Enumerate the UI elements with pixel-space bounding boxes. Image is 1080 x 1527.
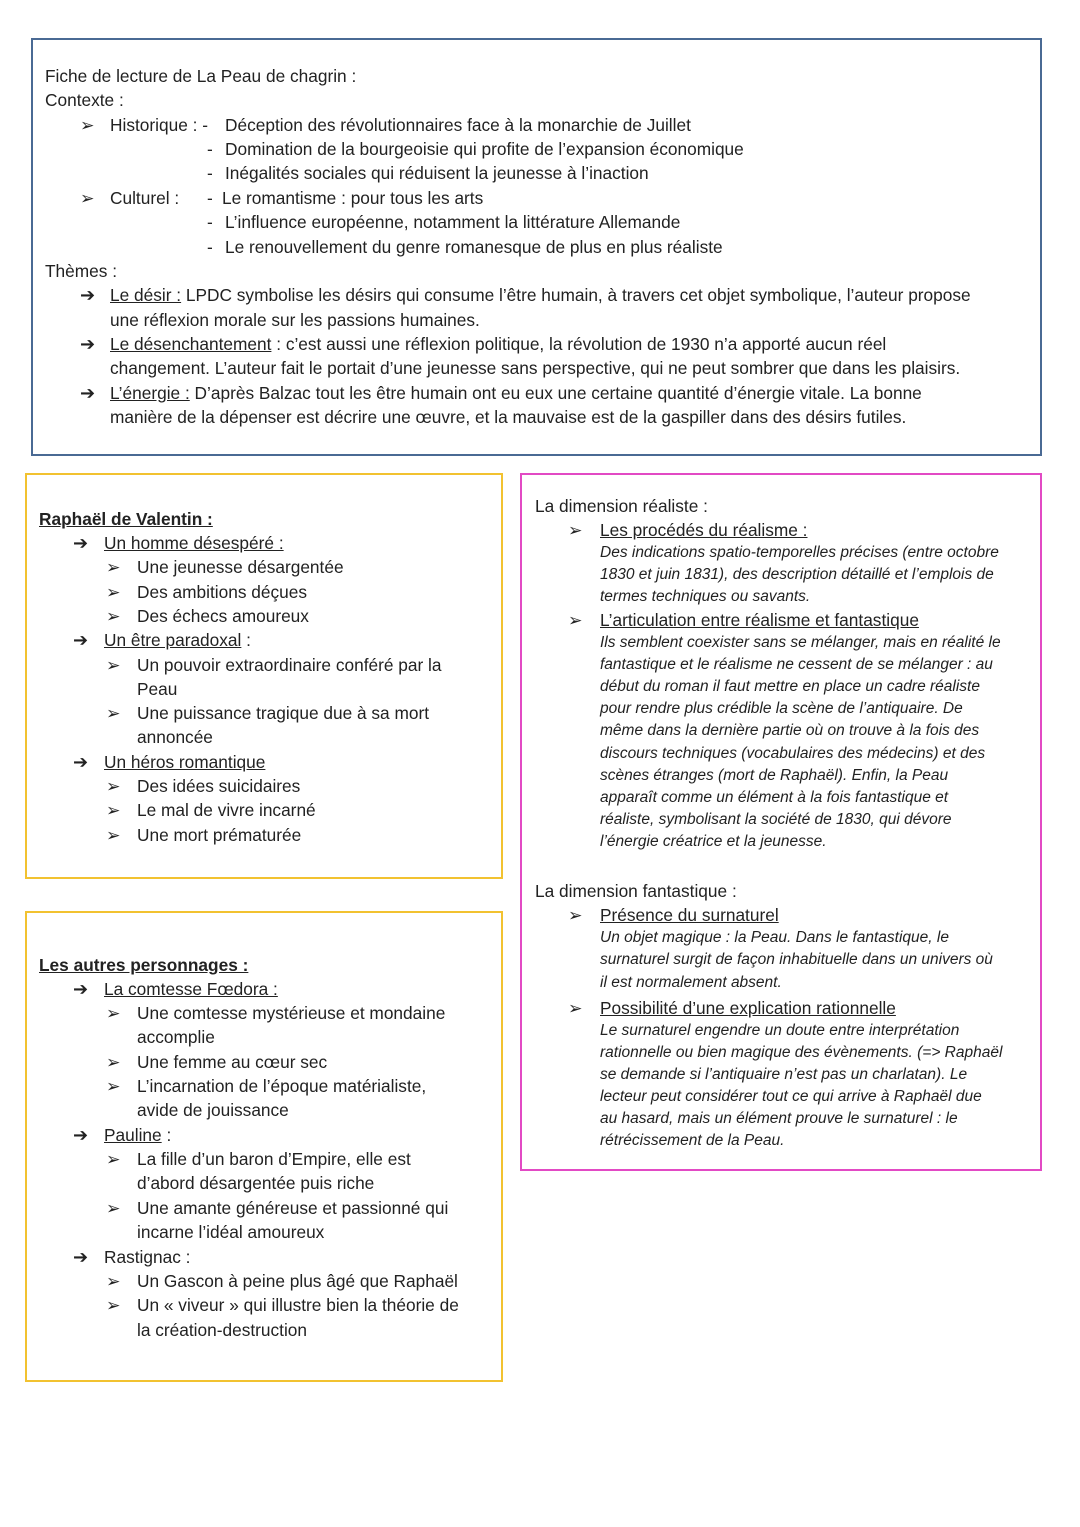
dimension-heading: Présence du surnaturel — [600, 905, 779, 925]
list-item: annoncée — [137, 727, 213, 747]
bullet-icon: ➢ — [106, 800, 121, 820]
bullet-icon: ➢ — [106, 606, 121, 626]
arrow-icon: ➔ — [73, 979, 89, 999]
dash-icon: - — [207, 212, 213, 232]
group-heading: Rastignac : — [104, 1247, 191, 1267]
list-item: Un « viveur » qui illustre bien la théorie de — [137, 1295, 459, 1315]
bullet-icon: ➢ — [568, 520, 583, 540]
group-heading-suffix: : — [161, 1125, 172, 1145]
dimension-text: se demande si l’antiquaire n’est pas un charlatan). Le — [600, 1066, 968, 1083]
dimension-text: Le surnaturel engendre un doute entre interprétation — [600, 1022, 960, 1039]
list-item: Le mal de vivre incarné — [137, 800, 316, 820]
group-heading: Un héros romantique — [104, 752, 266, 772]
dimension-text: scènes étranges (mort de Raphaël). Enfin, la Peau — [600, 767, 949, 784]
dash-icon: - — [207, 188, 213, 208]
bullet-icon: ➢ — [106, 1198, 121, 1218]
bullet-icon: ➢ — [106, 776, 121, 796]
bullet-icon: ➢ — [80, 115, 95, 135]
bullet-icon: ➢ — [568, 998, 583, 1018]
list-item: la création-destruction — [137, 1320, 308, 1340]
bullet-icon: ➢ — [106, 703, 121, 723]
contexte-label: Contexte : — [45, 90, 124, 110]
dimension-heading: Possibilité d’une explication rationnelle — [600, 998, 896, 1018]
dash-icon: - — [207, 139, 213, 159]
list-item: Un pouvoir extraordinaire conféré par la — [137, 655, 442, 675]
dimension-text: rationnelle ou bien magique des évènements. (=> Raphaël — [600, 1044, 1003, 1061]
list-item: incarne l’idéal amoureux — [137, 1222, 325, 1242]
dimension-text: lecteur peut considérer tout ce qui arrive à Raphaël due — [600, 1088, 982, 1105]
dimension-heading: Les procédés du réalisme : — [600, 520, 808, 540]
group-heading: Pauline — [104, 1125, 162, 1145]
list-item: Une jeunesse désargentée — [137, 557, 344, 577]
fantastique-title: La dimension fantastique : — [535, 881, 737, 901]
theme-term: Le désir : — [110, 285, 182, 305]
list-item: accomplie — [137, 1027, 215, 1047]
culturel-item: Le renouvellement du genre romanesque de plus en plus réaliste — [225, 237, 723, 257]
theme-term: Le désenchantement — [110, 334, 272, 354]
list-item: Peau — [137, 679, 178, 699]
autres-title: Les autres personnages : — [39, 955, 249, 975]
historique-item: Déception des révolutionnaires face à la monarchie de Juillet — [225, 115, 691, 135]
list-item: Un Gascon à peine plus âgé que Raphaël — [137, 1271, 458, 1291]
dimension-text: 1830 et juin 1831), des description détaillé et l’emplois de — [600, 566, 994, 583]
dimension-text: au hasard, mais un élément prouve le surnaturel : le — [600, 1110, 958, 1127]
theme-text: LPDC symbolise les désirs qui consume l’être humain, à travers cet objet symbolique, l’auteur propose — [181, 285, 971, 305]
list-item: L’incarnation de l’époque matérialiste, — [137, 1076, 427, 1096]
themes-label: Thèmes : — [45, 261, 118, 281]
list-item: Des idées suicidaires — [137, 776, 301, 796]
historique-item: Domination de la bourgeoisie qui profite de l’expansion économique — [225, 139, 744, 159]
dimension-text: Des indications spatio-temporelles précises (entre octobre — [600, 544, 999, 561]
bullet-icon: ➢ — [106, 557, 121, 577]
group-heading: Un être paradoxal — [104, 630, 242, 650]
list-item: Une mort prématurée — [137, 825, 302, 845]
dimension-text: Ils semblent coexister sans se mélanger, mais en réalité le — [600, 634, 1001, 651]
dimension-text: surnaturel surgit de façon inhabituelle dans un univers où — [600, 951, 993, 968]
bullet-icon: ➢ — [106, 655, 121, 675]
dimension-text: même dans la dernière partie où on trouve à la fois des — [600, 722, 980, 739]
realiste-title: La dimension réaliste : — [535, 496, 708, 516]
dimension-text: discours techniques (vocabulaires des médecins) et des — [600, 745, 986, 762]
bullet-icon: ➢ — [106, 1295, 121, 1315]
list-item: Une amante généreuse et passionné qui — [137, 1198, 449, 1218]
theme-text: changement. L’auteur fait le portait d’une jeunesse sans perspective, qui ne peut sombrer que dans les plaisirs. — [110, 358, 961, 378]
bullet-icon: ➢ — [568, 610, 583, 630]
dimension-text: réaliste, symbolisant la société de 1830, qui dévore — [600, 811, 952, 828]
bullet-icon: ➢ — [106, 1003, 121, 1023]
group-heading: La comtesse Fœdora : — [104, 979, 278, 999]
theme-line — [110, 332, 886, 356]
fiche-title: Fiche de lecture de La Peau de chagrin : — [45, 66, 357, 86]
list-item: Une comtesse mystérieuse et mondaine — [137, 1003, 446, 1023]
group-heading: Un homme désespéré : — [104, 533, 284, 553]
arrow-icon: ➔ — [80, 334, 96, 354]
bullet-icon: ➢ — [568, 905, 583, 925]
list-item: Des échecs amoureux — [137, 606, 309, 626]
bullet-icon: ➢ — [106, 582, 121, 602]
list-item: Des ambitions déçues — [137, 582, 308, 602]
group-heading-line — [104, 628, 251, 652]
dimension-text: apparaît comme un élément à la fois fantastique et — [600, 789, 949, 806]
list-item: Une puissance tragique due à sa mort — [137, 703, 430, 723]
arrow-icon: ➔ — [73, 630, 89, 650]
bullet-icon: ➢ — [80, 188, 95, 208]
theme-line — [110, 381, 922, 405]
theme-text: une réflexion morale sur les passions humaines. — [110, 310, 480, 330]
dimension-heading: L’articulation entre réalisme et fantastique — [600, 610, 919, 630]
list-item: avide de jouissance — [137, 1100, 289, 1120]
bullet-icon: ➢ — [106, 1052, 121, 1072]
culturel-item: Le romantisme : pour tous les arts — [222, 188, 484, 208]
dimension-text: rétrécissement de la Peau. — [600, 1132, 785, 1149]
dimension-text: début du roman il faut mettre en place un cadre réaliste — [600, 678, 980, 695]
bullet-icon: ➢ — [106, 1271, 121, 1291]
dash-icon: - — [207, 237, 213, 257]
group-heading-line — [104, 1123, 171, 1147]
theme-text: : c’est aussi une réflexion politique, la révolution de 1930 n’a apporté aucun réel — [271, 334, 887, 354]
bullet-icon: ➢ — [106, 1076, 121, 1096]
arrow-icon: ➔ — [73, 752, 89, 772]
raphael-title: Raphaël de Valentin : — [39, 509, 213, 529]
dimension-text: fantastique et le réalisme ne cessent de se mélanger : au — [600, 656, 993, 673]
theme-term: L’énergie : — [110, 383, 190, 403]
arrow-icon: ➔ — [73, 533, 89, 553]
arrow-icon: ➔ — [73, 1247, 89, 1267]
list-item: Une femme au cœur sec — [137, 1052, 328, 1072]
dimension-text: il est normalement absent. — [600, 974, 782, 991]
historique-item: Inégalités sociales qui réduisent la jeunesse à l’inaction — [225, 163, 649, 183]
theme-line — [110, 283, 971, 307]
bullet-icon: ➢ — [106, 825, 121, 845]
culturel-label: Culturel : — [110, 188, 180, 208]
dimension-text: termes techniques ou savants. — [600, 588, 811, 605]
dimension-text: l’énergie créatrice et la jeunesse. — [600, 833, 827, 850]
bullet-icon: ➢ — [106, 1149, 121, 1169]
group-heading-suffix: : — [241, 630, 251, 650]
arrow-icon: ➔ — [73, 1125, 89, 1145]
list-item: d’abord désargentée puis riche — [137, 1173, 375, 1193]
arrow-icon: ➔ — [80, 285, 96, 305]
culturel-item: L’influence européenne, notamment la littérature Allemande — [225, 212, 681, 232]
dimension-text: Un objet magique : la Peau. Dans le fantastique, le — [600, 929, 949, 946]
theme-text: manière de la dépenser est décrire une œuvre, et la mauvaise est de la gaspiller dans des désirs futiles. — [110, 407, 907, 427]
list-item: La fille d’un baron d’Empire, elle est — [137, 1149, 411, 1169]
historique-label: Historique : - — [110, 115, 208, 135]
arrow-icon: ➔ — [80, 383, 96, 403]
theme-text: D’après Balzac tout les être humain ont eu eux une certaine quantité d’énergie vitale. La bonne — [189, 383, 922, 403]
dash-icon: - — [207, 163, 213, 183]
dimension-text: pour rendre plus crédible la scène de l’antiquaire. De — [600, 700, 963, 717]
